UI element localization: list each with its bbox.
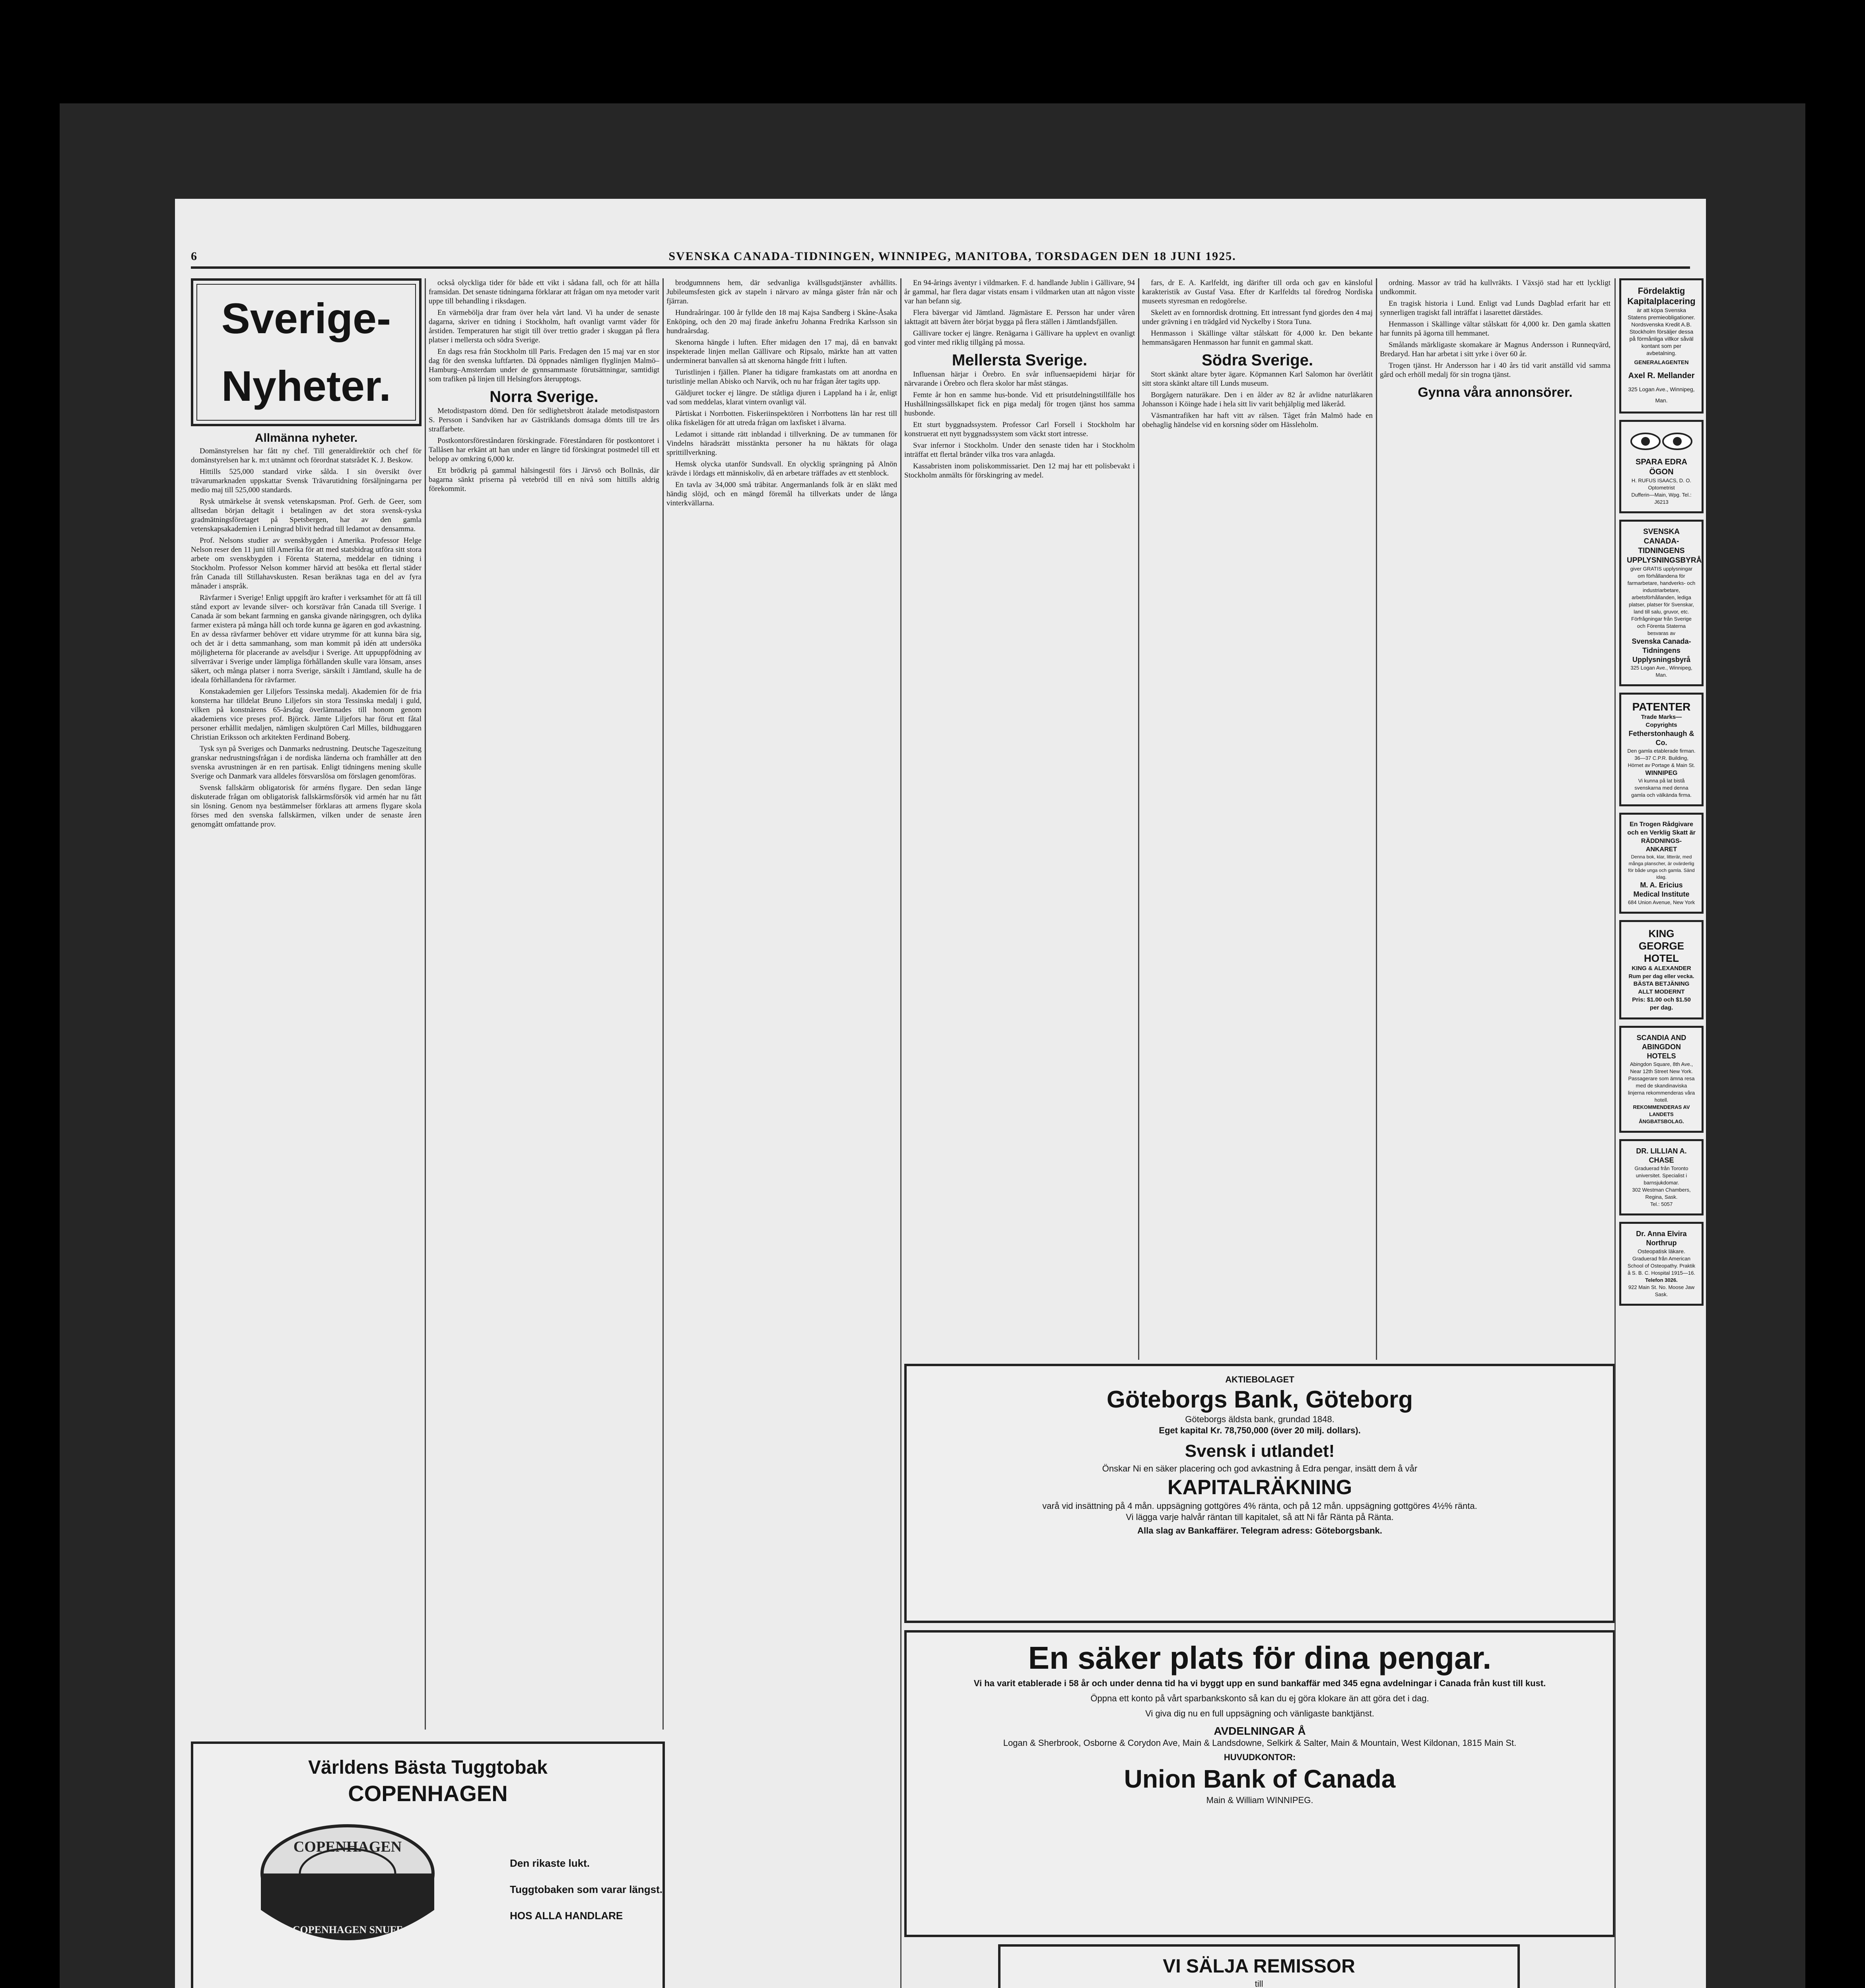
goteborgs-bank-ad <box>904 1364 1615 1623</box>
gb-rates: varå vid insättning på 4 mån. uppsägning gottgöres 4% ränta, och på 12 mån. uppsägning gottgöres 4½% ränta. <box>1042 1501 1477 1511</box>
byra-address: 325 Logan Ave., Winnipeg, Man. <box>1630 665 1692 678</box>
gb-founded: Göteborgs äldsta bank, grundad 1848. <box>1185 1414 1335 1424</box>
article-paragraph: brodgumnnens hem, där sedvanliga kvällsgudstjänster avhållits. Jubileumsfesten gick av stapeln i närvaro av många gäster från när och fjärran. <box>666 279 897 305</box>
article-paragraph: Gäldjuret tocker ej längre. De ståtliga djuren i Lappland ha i år, enligt vad som meddelas, klarat vintern ovanligt väl. <box>666 389 897 406</box>
column-6 <box>1380 278 1611 1360</box>
ub-line2: Öppna ett konto på vårt sparbankskonto så kan du ej göra klokare än att göra det i dag. <box>1090 1693 1429 1703</box>
column-2 <box>429 278 659 1730</box>
eyes-doctor: H. RUFUS ISAACS, D. O. Optometrist <box>1631 478 1692 491</box>
article-paragraph: Rävfarmer i Sverige! Enligt uppgift äro krafter i verksamhet för att få till stånd export av levande silver- och korsrävar från Canada till Sverige. I Canada är som bekant farmning en ganska givande näringsgren, och dylika farmer existera på många håll och torde kunna ge ägaren en god avkastning. En av dessa rävfarmer behöver ett vidare utrymme för att kunna bära sig, och det är i detta sammanhang, som man kommit på idén att undersöka möjligheterna för placerande av avelsdjur i Sverige. Att uppuppfödning av silverrävar i Sverige under lämpliga förhållanden skulle vara lönsam, anses säkert, och många platser i norra Sverige, särskilt i Jämtland, skulle ha de ideala förhållandena för rävfarmer. <box>191 594 422 684</box>
chase-address: 302 Westman Chambers, Regina, Sask. <box>1632 1187 1691 1200</box>
section-heading-allmanna: Allmänna nyheter. <box>254 431 358 445</box>
column-5-text-b <box>1142 370 1373 429</box>
ericius-name: M. A. Ericius Medical Institute <box>1633 881 1690 898</box>
tobacco-ad-taglines <box>510 1856 662 1923</box>
column-4 <box>904 278 1135 1360</box>
article-paragraph: Trogen tjänst. Hr Andersson har i 40 års tid varit anställd vid samma gård och erhöll medalj för sin trogna tjänst. <box>1380 361 1611 379</box>
ub-branches-title: AVDELNINGAR Å <box>1214 1725 1306 1737</box>
running-title: SVENSKA CANADA-TIDNINGEN, WINNIPEG, MANITOBA, TORSDAGEN DEN 18 JUNI 1925. <box>668 250 1236 263</box>
kg-line3: ALLT MODERNT <box>1638 988 1685 995</box>
article-paragraph: Prof. Nelsons studier av svenskbygden i Amerika. Professor Helge Nelson reser den 11 juni till Amerika för att med statsbidrag utföra sitt stora arbete om svenskbygden i Förenta Staterna, meddelar en tidning i Stockholm. Professor Nelson kommer härvid att besöka ett flertal städer från Canada till Stillahavskusten. Resan beräknas taga en del av fyra månader i anspråk. <box>191 536 422 590</box>
patent-title: PATENTER <box>1632 701 1691 713</box>
ericius-ad <box>1619 813 1704 914</box>
article-paragraph: Ett sturt byggnadssystem. Professor Carl Forsell i Stockholm har konstruerat ett nytt byggnadssystem som väckt stort intresse. <box>904 421 1135 438</box>
column-rule <box>425 278 426 1730</box>
article-paragraph: Influensan härjar i Örebro. En svår influensaepidemi härjar för närvarande i Örebro och flera skolor har måst stängas. <box>904 370 1135 388</box>
scandia-rec: REKOMMENDERAS AV LANDETS ÅNGBATSBOLAG. <box>1633 1104 1690 1124</box>
byra-body2: Förfrågningar från Sverige och Förenta Staterna besvaras av <box>1631 616 1692 636</box>
ub-branches: Logan & Sherbrook, Osborne & Corydon Ave, Main & Landsdowne, Selkirk & Salter, Main & Mountain, West Kildonan, 1815 Main St. <box>1003 1738 1517 1748</box>
eyes-icon <box>1628 427 1695 455</box>
scandia-address: Abingdon Square, 8th Ave., Near 12th Street New York. <box>1630 1061 1693 1074</box>
article-paragraph: Skenorna hängde i luften. Efter midagen den 17 maj, då en banvakt inspekterade linjen mellan Gällivare och Ripsalo, märkte han att vatten underminerat banvallen så att skenorna hängde fritt i luften. <box>666 338 897 365</box>
mellander-address: 325 Logan Ave., Winnipeg, Man. <box>1628 386 1695 404</box>
kg-line2: BÄSTA BETJÄNING <box>1633 980 1690 987</box>
tobacco-ad <box>191 1741 665 1988</box>
article-paragraph: Femte år hon en samme hus-bonde. Vid ett prisutdelningstillfälle hos Hushållningssällskapet fick en piga medalj för trogen tjänst hos samma husbonde. <box>904 391 1135 417</box>
article-paragraph: En tragisk historia i Lund. Enligt vad Lunds Dagblad erfarit har ett synnerligen tragiskt fall inträffat i lasarettet därstädes. <box>1380 299 1611 317</box>
column-5 <box>1142 278 1373 1360</box>
mellander-body: är att köpa Svenska Statens premieobligationer. Nordsvenska Kredit A.B. Stockholm försäljer dessa på förmånliga villkor såväl kontant som per avbetalning. <box>1628 307 1695 356</box>
ub-name: Union Bank of Canada <box>1124 1765 1396 1793</box>
tobacco-ad-body <box>193 1807 662 1971</box>
article-paragraph: Postkontorsföreståndaren förskingrade. Föreståndaren för postkontoret i Tallåsen har erkänt att han under en längre tid förskingrat postmedel till ett belopp av omkring 6,000 kr. <box>429 437 659 463</box>
article-paragraph: En dags resa från Stockholm till Paris. Fredagen den 15 maj var en stor dag för den svenska luftfarten. Då öppnades nämligen flyglinjen Malmö–Hamburg–Amsterdam under de gynnsammaste förutsättningar, samtidigt som trafiken på linjen till Helsingfors återupptogs. <box>429 348 659 383</box>
northrup-body: Graduerad från American School of Osteopathy. Praktik å S. B. C. Hospital 1915—16. <box>1627 1256 1696 1276</box>
byra-title: SVENSKA CANADA-TIDNINGENS UPPLYSNINGSBYRÅ <box>1627 528 1702 565</box>
patent-body: Den gamla etablerade firman. 36—37 C.P.R. Building, Hörnet av Portage & Main St. <box>1627 748 1696 768</box>
newspaper-page <box>175 199 1706 1988</box>
article-paragraph: Metodistpastorn dömd. Den för sedlighetsbrott åtalade metodistpastorn S. Persson i Sandviken har av Gästriklands domsaga dömts till tre års straffarbete. <box>429 407 659 433</box>
article-paragraph: också olyckliga tider för både ett vikt i sådana fall, och för att hålla framsidan. Det senaste tidningarna förklarar att frågan om nya metoder varit uppe till behandling i riksdagen. <box>429 279 659 305</box>
column-rule <box>1614 278 1616 1988</box>
eyes-title: SPARA EDRA ÖGON <box>1635 458 1687 476</box>
article-paragraph: Svensk fallskärm obligatorisk för arméns flygare. Den sedan länge diskuterade frågan om obligatorisk fallskärmsförsök vid armén har nu fått sin lösning. Genom nya bestämmelser förklaras att armens flygare skola förses med den svenska fallskärmen, vilken under de senaste åren genomgått omfattande prov. <box>191 784 422 829</box>
tin-bottom-text: COPENHAGEN SNUFF <box>292 1924 403 1936</box>
article-paragraph: Hemsk olycka utanför Sundsvall. En olycklig sprängning på Alnön krävde i lördags ett människoliv, då en arbetare träffades av ett stenblock. <box>666 460 897 478</box>
article-paragraph: Väsmantrafiken har haft vitt av rälsen. Tåget från Malmö hade en obehaglig händelse vid en korsning söder om Hässleholm. <box>1142 412 1373 429</box>
byra-ad <box>1619 520 1704 686</box>
article-paragraph: Rysk utmärkelse åt svensk vetenskapsman. Prof. Gerh. de Geer, som alltsedan början deltagit i betalingen av det stora svensk-ryska gradmätningsföretaget på Spetsbergen, har av den gamla vetenskapsakademien i Leningrad blivit hedrad till ledamot av densamma. <box>191 497 422 533</box>
king-george-ad <box>1619 920 1704 1019</box>
article-paragraph: Domänstyrelsen har fått ny chef. Till generaldirektör och chef för domänstyrelsen har k. m:t utnämnt och förordnat statsrådet K. J. Beskow. <box>191 447 422 464</box>
northrup-tel: Telefon 3026. <box>1645 1277 1678 1283</box>
article-paragraph: Turistlinjen i fjällen. Planer ha tidigare framkastats om att anordna en turistlinje mellan Abisko och Narvik, och nu har frågan åter tagits upp. <box>666 368 897 386</box>
gb-kicker: AKTIEBOLAGET <box>1225 1375 1294 1384</box>
section-heading-mellersta: Mellersta Sverige. <box>952 351 1088 369</box>
article-paragraph: Flera bävergar vid Jämtland. Jägmästare E. Persson har under våren iakttagit att bävern åter börjat bygga på flera ställen i Jämtlandsfjällen. <box>904 309 1135 326</box>
gb-offer: Önskar Ni en säker placering och god avkastning å Edra pengar, insätt dem å vår <box>1102 1464 1418 1474</box>
page-number: 6 <box>191 250 197 263</box>
gb-remit: Vi lägga varje halvår räntan till kapitalet, så att Ni får Ränta på Ränta. <box>1126 1512 1394 1522</box>
ub-title: En säker plats för dina pengar. <box>1028 1640 1492 1675</box>
northrup-sub: Osteopatisk läkare. <box>1638 1248 1685 1254</box>
article-paragraph: ordning. Massor av träd ha kullvräkts. I Växsjö stad har ett lyckligt undkommit. <box>1380 279 1611 296</box>
column-1 <box>191 278 422 1730</box>
column-3 <box>666 278 897 1988</box>
article-paragraph: Tysk syn på Sveriges och Danmarks nedrustning. Deutsche Tageszeitung granskar nedrustningsfrågan i de nordiska länderna och framhåller att den svenska avrustningen är en ren partisak. Enligt tidningens mening skulle Sverige och Danmark vara alldeles försvarslösa om förslagen genomföras. <box>191 745 422 780</box>
patent-ad <box>1619 693 1704 806</box>
article-paragraph: Pårtiskat i Norrbotten. Fiskeriinspektören i Norrbottens län har rest till olika fiskelägen för att utreda frågan om laxfisket i älvarna. <box>666 410 897 427</box>
eyes-ad <box>1619 420 1704 513</box>
running-header <box>191 247 1690 269</box>
article-paragraph: Ett brödkrig på gammal hälsingestil förs i Järvsö och Bollnäs, där bagarna sänkt priserna på vetebröd till en nivå som hittills aldrig förekommit. <box>429 466 659 493</box>
db-title: VI SÄLJA REMISSOR <box>1163 1956 1355 1977</box>
article-paragraph: En värmebölja drar fram över hela vårt land. Vi ha under de senaste dagarna, skriver en tidning i Stockholm, haft ovanligt varmt väder för årstiden. Temperaturen har stigit till över trettio grader i skuggan på flera platser i mellersta och södra Sverige. <box>429 309 659 344</box>
chase-body: Graduerad från Toronto universitet. Specialist i barnsjukdomar. <box>1634 1165 1688 1186</box>
article-paragraph: Svar infernor i Stockholm. Under den senaste tiden har i Stockholm inträffat ett flertal bränder vilka tros vara anlagda. <box>904 441 1135 459</box>
gb-welcome: Svensk i utlandet! <box>1185 1441 1335 1461</box>
column-4-text-b <box>904 370 1135 480</box>
column-rule <box>900 278 901 1988</box>
ub-hq: HUVUDKONTOR: <box>1224 1752 1296 1762</box>
northrup-ad <box>1619 1222 1704 1306</box>
db-till: till <box>1255 1979 1263 1988</box>
ericius-title: En Trogen Rådgivare och en Verklig Skatt är RÄDDNINGS-ANKARET <box>1627 821 1696 853</box>
gb-capital: Eget kapital Kr. 78,750,000 (över 20 milj. dollars). <box>1159 1425 1361 1435</box>
patent-closing: Vi kunna på lat bistå svenskarna med denna gamla och välkända firma. <box>1631 778 1692 798</box>
article-paragraph: Ledamot i sittande rätt inblandad i tillverkning. De av tummanen för Vindelns häradsrätt misstänkta personer ha nu häktats för olaga sprittillverkning. <box>666 430 897 457</box>
mellander-ad <box>1619 278 1704 414</box>
article-paragraph: Smålands märkligaste skomakare är Magnus Andersson i Runneqvärd, Bredaryd. Han har arbetat i sitt yrke i över 60 år. <box>1380 341 1611 358</box>
snuff-tin-icon <box>252 1814 443 1965</box>
article-paragraph: fars, dr E. A. Karlfeldt, ing därifter till orda och gav en känsloful karakteristik av Gustaf Vasa. Efter dr Karlfeldts tal föredrog Nordiska museets styresman en redogörelse. <box>1142 279 1373 305</box>
mellander-agent: Axel R. Mellander <box>1628 371 1695 380</box>
kg-price: Pris: $1.00 och $1.50 per dag. <box>1632 996 1691 1011</box>
scandia-title: SCANDIA AND ABINGDON HOTELS <box>1636 1034 1686 1060</box>
section-heading-norra: Norra Sverige. <box>490 388 598 406</box>
dominion-bank-ad <box>998 1944 1520 1988</box>
ub-address: Main & William WINNIPEG. <box>1206 1795 1313 1805</box>
closing-slogan: Gynna våra annonsörer. <box>1418 385 1573 400</box>
column-1-text <box>191 447 422 829</box>
eyes-address: Dufferin—Main, Wpg. Tel.: J6213 <box>1631 492 1692 505</box>
kg-title: KING GEORGE HOTEL <box>1638 928 1684 964</box>
article-paragraph: Borgågern naturäkare. Den i en ålder av 82 år avlidne naturläkaren Johansson i Köinge hade i hela sitt liv varit behjälplig med läkeråd. <box>1142 391 1373 408</box>
ub-line3: Vi giva dig nu en full uppsägning och vänligaste banktjänst. <box>1145 1708 1374 1718</box>
article-paragraph: Kassabristen inom poliskommissariet. Den 12 maj har ett polisbevakt i Stockholm anmälts för förskingring av medel. <box>904 462 1135 480</box>
kg-line1: Rum per dag eller vecka. <box>1628 973 1694 979</box>
gb-title: Göteborgs Bank, Göteborg <box>1106 1386 1413 1413</box>
northrup-address: 922 Main St. No. Moose Jaw Sask. <box>1628 1284 1695 1297</box>
column-rule <box>1138 278 1139 1360</box>
scandia-ad <box>1619 1026 1704 1133</box>
kg-address: KING & ALEXANDER <box>1632 965 1691 972</box>
chase-title: DR. LILLIAN A. CHASE <box>1636 1147 1687 1164</box>
ericius-body: Denna bok, klar, litterär, med många planscher, är ovärderlig för både unga och gamla. Sänd idag. <box>1628 854 1695 880</box>
article-paragraph: Henmasson i Skällinge vältar stålskatt för 4,000 kr. Den bekante hemmansägaren Henmasson har funnit en gammal skatt. <box>1142 329 1373 347</box>
scandia-body: Passagerare som ämna resa med de skandinaviska linjerna rekommenderas våra hotell. <box>1628 1076 1695 1103</box>
article-paragraph: Konstakademien ger Liljefors Tessinska medalj. Akademien för de fria konsterna har tilldelat Bruno Liljefors sin stora Tessinska medalj i guld, vilken på konstnärens 65-årsdag överlämnades till honom genom akademiens vice preses prof. Björck. Jämte Liljefors har förut ett fåtal personer erhållit medaljen, nämligen skulptören Carl Milles, bildhuggaren Christian Eriksson och arkitekten Ferdinand Boberg. <box>191 687 422 742</box>
article-paragraph: Henmasson i Skällinge vältar stålskatt för 4,000 kr. Den gamla skatten har funnits på ägorna till hemmanet. <box>1380 320 1611 338</box>
tin-mid-text: SNUFF <box>317 1889 379 1910</box>
article-paragraph: En 94-årings äventyr i vildmarken. F. d. handlande Jublin i Gällivare, 94 år gammal, har flera dagar vistats ensam i vildmarken utan att någon visste var han befann sig. <box>904 279 1135 305</box>
chase-tel: Tel.: 5057 <box>1650 1201 1673 1207</box>
column-4-text-a <box>904 278 1135 347</box>
masthead-title: Sverige-Nyheter. <box>196 284 416 421</box>
tin-top-text: COPENHAGEN <box>293 1839 402 1855</box>
section-masthead <box>191 278 422 426</box>
tobacco-line-2: Tuggtobaken som varar längst. <box>510 1883 662 1895</box>
chase-ad <box>1619 1139 1704 1215</box>
tobacco-ad-title: Världens Bästa Tuggtobak <box>308 1757 548 1778</box>
column-rule <box>662 278 664 1730</box>
ericius-address: 684 Union Avenue, New York <box>1628 899 1695 905</box>
article-paragraph: Hittills 525,000 standard virke sålda. I sin översikt över trävarumarknaden uppskattar Svensk Trävarutidning försäljningarna per medio maj till 525,000 standards. <box>191 468 422 494</box>
column-6-text <box>1380 278 1611 379</box>
column-rule <box>1376 278 1377 1360</box>
patent-firm: Fetherstonhaugh & Co. <box>1628 730 1694 747</box>
gb-account: KAPITALRÄKNING <box>1167 1476 1352 1499</box>
column-2-text-a <box>429 278 659 384</box>
patent-city: WINNIPEG <box>1645 770 1678 777</box>
column-5-text-a <box>1142 278 1373 347</box>
column-2-text-b <box>429 406 659 493</box>
mellander-title: Fördelaktig Kapitalplacering <box>1627 286 1696 306</box>
gb-contact: Alla slag av Bankaffärer. Telegram adress: Göteborgsbank. <box>1137 1526 1382 1536</box>
byra-name: Svenska Canada-Tidningens Upplysningsbyrå <box>1632 637 1691 664</box>
tobacco-line-3: HOS ALLA HANDLARE <box>510 1910 623 1922</box>
tobacco-line-1: Den rikaste lukt. <box>510 1857 590 1869</box>
northrup-title: Dr. Anna Elvira Northrup <box>1636 1230 1687 1247</box>
byra-body: giver GRATIS upplysningar om förhållandena för farmarbetare, handverks- och industriarbetare, arbetsförhållanden, lediga platser, platser för Svenskar, land till salu, gruvor, etc. <box>1627 566 1696 615</box>
mellander-agent-label: GENERALAGENTEN <box>1634 359 1689 365</box>
column-3-text <box>666 278 897 508</box>
section-heading-sodra: Södra Sverige. <box>1201 351 1313 369</box>
tobacco-ad-brand: COPENHAGEN <box>348 1781 508 1806</box>
article-paragraph: En tavla av 34,000 små träbitar. Angermanlands folk är en släkt med händig slöjd, och en mängd föremål ha tillverkats under de långa vinterkvällarna. <box>666 481 897 507</box>
patent-sub: Trade Marks—Copyrights <box>1641 714 1682 728</box>
ub-line1: Vi ha varit etablerade i 58 år och under denna tid ha vi byggt upp en sund bankaffär med 345 egna avdelningar i Canada från kust till kust. <box>973 1678 1546 1688</box>
article-paragraph: Hundraåringar. 100 år fyllde den 18 maj Kajsa Sandberg i Skåne-Åsaka Enköping, och den 20 maj firade änkefru Johanna Fredrika Karlsson sin hundraårsdag. <box>666 309 897 335</box>
article-paragraph: Skelett av en fornnordisk drottning. Ett intressant fynd gjordes den 4 maj under grävning i en trädgård vid Nyckelby i Stora Tuna. <box>1142 309 1373 326</box>
article-paragraph: Gällivare tocker ej längre. Renägarna i Gällivare ha upplevt en ovanligt god vinter med riklig tillgång på mossa. <box>904 329 1135 347</box>
union-bank-ad <box>904 1630 1615 1937</box>
right-ads <box>1619 278 1704 1988</box>
article-paragraph: Stort skänkt altare byter ägare. Köpmannen Karl Salomon har överlåtit sitt stora skänkt altare till Lunds museum. <box>1142 370 1373 388</box>
